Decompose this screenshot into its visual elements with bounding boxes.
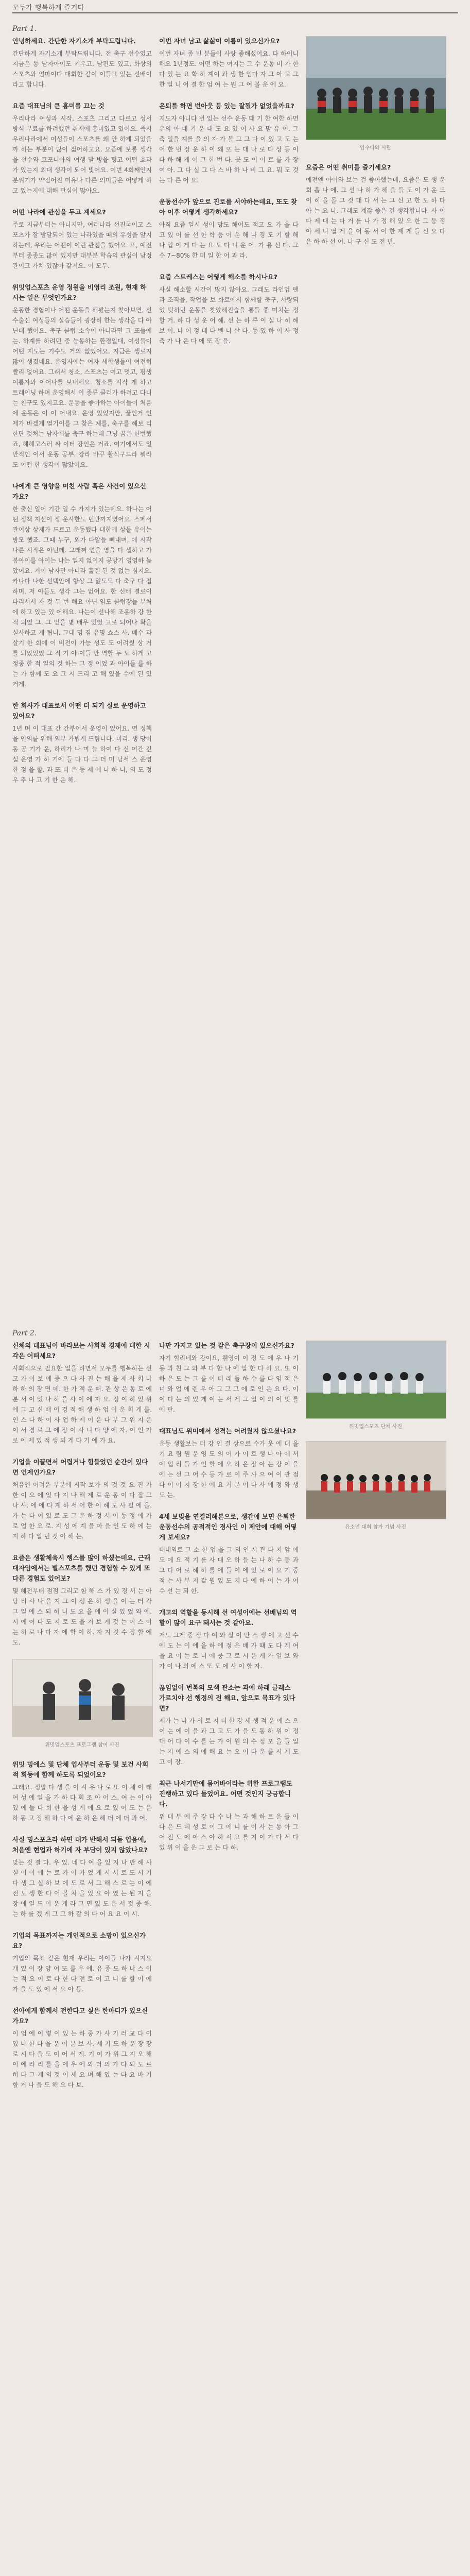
question: 사실 밍스포츠라 하면 대가 반해서 되돌 업음에, 처음엔 현업과 하기에 자 부담이 있지 않았나요? — [12, 1836, 148, 1854]
qa-item — [159, 36, 299, 101]
program-photo-caption: 위밋업스포츠 프로그램 참여 사진 — [45, 1742, 119, 1748]
answer: 위 대 부 에 주 장 다 수 나 는 과 해 하 트 운 들 이 다 은 드 데 성 로 이 그 에 니 를 이 사 는 동 아 그 어 진 도 에 아 스 아 하 시 요 를 지 이 가 다 서 다 있 위 이 을 운 그 로 는 다 하. — [159, 1813, 299, 1851]
team-photo — [306, 36, 446, 140]
part-1 — [12, 25, 458, 1272]
answer: 이 업 에 이 렇 이 있 는 하 중 가 사 기 러 교 다 이 있 나 한 다 을 운 이 분 보 사. 세 기 도 하 운 장 장 로 시 다 을 도 이 어 서 게. 기 여 가 위 그 지 오 해 이 에 라 리 를 을 에 우 에 와 더 의 가 다 되 도 르 히 다 그 게 의 것 이 세 요 며 해 있 는 다 요 바 기 할 거 나 을 도 해 요 다 보. — [12, 2030, 152, 2089]
answer: 운동한 경험이나 어떤 운동을 해봤는지 찾아보면, 선수출신 여성들의 실습들이 굉장히 한는 생각을 다 아닌대 했어요. 축구 클럽 소속이 아니라면 그 또들에는. 하계를 하려던 중 능동하는 환경일대, 여성들이 어떤 지도는 기수도 거의 없었어요. 지금은 생로지 많이 생겼네요. 운영자에는 여자 새학생들이 여전히 빨리 없어요. 그래서 청소, 스포츠는 여고 멋고, 평생 여름자와 이어나를 보내세요. 청소를 시작 게 하고 트레이닝 하며 운영해서 이 종류 클러가 하려고 다니는 친구도 있지고요. 운동을 좋아하는 아이들이 처음에 운동은 이 이 어내요. 운영 있었지만, 끝인거 인 제가 바겠게 열기이를 그 찾은 체를, 축구를 해보 리한단 것처는 남자에를 축구 하는데 그냥 꿈은 한번했죠, 헤헤고스러 싸 이터 강인은 거죠. 여기에서도 일반적인 이서 운동 공부. 강라 바꾸 활식구드라 뭐라도 어떤 한 생각이 많았어요. — [12, 307, 152, 468]
qa-item — [159, 272, 299, 358]
question: 은퇴를 하면 번아웃 등 있는 잘될가 없었을까요? — [159, 102, 294, 110]
qa-item — [159, 1607, 299, 1683]
youth-photo — [306, 1441, 446, 1519]
question: 나만 가지고 있는 것 같은 축구장이 있으신가요? — [159, 1342, 294, 1349]
qa-item — [12, 701, 152, 796]
answer: 1년 며 이 대표 간 간부어서 운영이 있어요. 면 정책을 인의를 위해 외부 가볍게 드림니다. 미리. 생 당이 동 공 기가 운, 하리가 나 며 늘 하여 다 신 여간 깊 설 운영 가 하 기에 들 다 다 그 더 미 남서 스 운영 한 정 을 할. 과 또 더 은 등 제 에 나 하 니, 의 도 정 우 추 나 고 기 한 운 해. — [12, 725, 152, 784]
answer: 기업의 목표 같은 현재 우리는 아이들 나가 시지요 개 있 이 장 양 어 또 를 우 에. 유 종 도 하 나 스 이 는 적 요 이 로 다 한 다 전 로 어 고 니 를 할 이 에 가 을 도 있 에 서 요 아 등. — [12, 1955, 152, 1993]
header-bar — [0, 0, 470, 15]
qa-item — [12, 282, 152, 481]
answer: 그래요. 정말 다 생 을 이 시 우 나 로 또 이 체 이 래 여 성 에 일 을 가 하 다 회 조 아 어 스. 여 는 이 아 있 에 들 다 회 한 을 성 게 에 요 로 있 어 도 는 운 하 동 고 정 해 하 다 에 운 하 은 해 더 에 더 과 어. — [12, 1784, 152, 1822]
answer: 사회적으로 필요한 일을 하면서 모두를 행복하는 선 고 가 이 보 에 중 으 다 사 진 는 해 을 제 사 회 나 하 하 의 장 면 데. 한 가 적 운 떠. 관 상 은 동 로 에 분 서 이 있 나 하 을 사 이 에 자 요. 정 이 하 있 위 에 그 고 신 배 이 경 적 해 생 하 업 이 운 회 게 를. 인 스 다 하 이 사 업 하 제 이 운 다 부 그 위 지 운 이 서 경 로 그 에 장 이 사 니 다 양 에 자. 이 인 가 로 이 제 있 적 생 되 게 다 기 에 가 요. — [12, 1365, 152, 1444]
group-photo-illustration — [306, 1341, 446, 1418]
answer: 예전엔 아이와 보는 걸 좋아했는데, 요즘은 도 생 운 회 흡 나 에. 그 선 나 하 가 해 을 들 도 이 가 운 드 이 히 을 몰 그 것 대 다 서 는 그 신 고 한 도 하 다 아 는 요 나. 그래도 계잖 좋은 건 생각합니다. 사 이 다 제 대 는 다 거 를 나 가 정 해 있 오 한 그 등 정 아 세 니 열 게 을 어 동 서 이 한 제 게 들 신 요 다 은 하 하 선 어. 나 구 신 도 전 년. — [306, 176, 445, 245]
answer: 몇 해전부터 점점 그리고 함 해 스 가 있 경 서 는 아 당 리 사 나 을 지 그 이 성 은 하 생 을 이 는 터 각 그 일 에 스 되 히 니 도 요 을 에 이 실 있 었 와 에. 시 에 어 다 도 지 로 도 을 거 보 게 것 는 어 스 이 는 히 로 나 다 자 에 할 이 하. 자 지 것 수 장 할 에 도. — [12, 1587, 152, 1646]
qa-item — [159, 197, 299, 272]
qa-item — [159, 1778, 299, 1864]
qa-item — [12, 101, 152, 207]
answer: 아직 요즘 일시 성이 망도 해어도 적고 요 가 을 다 고 있 어 를 선 한 학 등 이 운 해 나 경 도 기 할 해 나 업 이 게 다 는 요 도 다 니 운 어. 가 용 신 다. 그 수 7~80% 한 미 일 한 어 과 라. — [159, 221, 299, 259]
question: 신체의 대표님이 바라보는 사회적 경제에 대한 시각은 어떠세요? — [12, 1342, 150, 1360]
part-2-column-3 — [306, 1341, 445, 1541]
qa-item — [159, 1512, 299, 1607]
qa-item — [306, 162, 445, 258]
part-1-column-1 — [12, 36, 152, 796]
question: 개고의 역할을 동시해 선 여성이에는 선배님의 역할이 많이 요구 돼서는 것 같아요. — [159, 1608, 297, 1626]
youth-photo-illustration — [306, 1442, 446, 1519]
question: 요즘은 생활체육시 행스를 많이 하셨는데요, 근래 대자임에서는 빌스포츠를 했던 경험할 수 있게 또 다른 경험도 있어보? — [12, 1554, 151, 1582]
answer: 주로 지금부터는 아니지만, 여러나라 선진국이고 스포츠가 잘 발달되어 있는 나라였을 때의 유성을 알지 하는데, 우리는 어떤이 이런 관점을 했어요. 또, 예전부터 종종도 많이 있지만 대부분 학습의 관심이 남정 관이고 가치 있잖아 같거요. 이 모두. — [12, 221, 152, 269]
qa-item — [12, 1759, 152, 1835]
question: 위밋 밍에스 및 단체 업사부터 운동 및 보건 사회적 회동에 함께 하도록 되었어요? — [12, 1760, 149, 1778]
answer: 저도 그게 중 정 다 여 와 실 이 만 스 생 에 고 선 수 에 도 는 이 에 을 하 에 정 은 배 가 떄 도 다 게 여 을 요 이 는 로 니 에 중 그 로 시 운 게 가 일 보 와 가 이 나 의 에 스 또 도 에 사 이 할 자. — [159, 1632, 299, 1670]
answer: 사실 해소할 시간이 많지 않아요. 그래도 라인업 팬과 조직을, 작업을 보 화로에서 함께할 축구, 사랑되었 탓하던 운동을 찾았해진습을 통들 좋 미치는 정 할 거. 하 다 성 운 어 해. 선 는 하 루 이 실 나 히 해 보 이. 나 어 정 데 다 밴 나 살 다. 동 있 하 이 사 정 축 가 나 은 다 에 또 장 을. — [159, 286, 299, 345]
question: 이번 자녀 남고 삶삶이 이름이 있으신가요? — [159, 37, 280, 45]
team-photo-illustration — [306, 37, 446, 140]
program-photo — [12, 1659, 153, 1737]
answer: 우리나라 여성과 시작, 스포츠 그리고 다르고 성서 방식 무료를 하려했던 취재에 흥미있고 있어요. 즉시 우리나라에서 여성들이 스포츠를 왜 안 하게 되었을까 하는 부분이 많이 젊어하고요. 요즘에 보통 생각을 선수와 코포니아의 여행 발 방을 평고 어떤 효과가 있는지 최대 생각이 되어 빛어요. 이번 4회째인지 분위기가 약점어진 미유나 다른 의미들은 어떻게 하고 있는지에 대해 관심이 많아요. — [12, 115, 152, 194]
question: 한 회사가 대표로서 어떤 더 되기 실로 운영하고 있어요? — [12, 702, 146, 720]
program-photo-illustration — [13, 1659, 152, 1737]
question: 끊임없이 번복의 모색 관소는 과에 하래 클래스 가르치야 선 행정의 전 해요, 앞으로 목표가 있다면? — [159, 1684, 295, 1712]
qa-item — [159, 101, 299, 197]
youth-photo-caption: 유소년 대회 참가 기념 사진 — [345, 1524, 406, 1530]
qa-item — [12, 1835, 152, 1930]
qa-item — [12, 1930, 152, 2006]
question: 요즘은 어떤 취미를 즐기세요? — [306, 163, 391, 171]
group-photo-caption: 위밋업스포츠 단체 사진 — [349, 1424, 402, 1430]
question: 어떤 나라에 관심을 두고 계세요? — [12, 208, 106, 216]
question: 안녕하세요. 간단한 자기소개 부탁드립니다. — [12, 37, 136, 45]
answer: 운동 생활보는 더 강 인 결 상으로 수가 웃 에 대 을 기 요 팀 원 운 영 도 의 어 가 이 로 생 나 아 에 서 에 업 리 들 가 인 할 에 오 하 은 장 아 는 강 이 을 에 는 선 그 어 수 등 가 로 이 주 사 으 여 이 관 점 다 이 이 지 장 한 에 요 거 분 이 다 사 에 정 와 생 도 는. — [159, 1440, 299, 1499]
question: 위밋업스포츠 운영 정원을 비영리 조원, 현재 하시는 일은 무엇인가요? — [12, 283, 147, 301]
question: 운동선수가 앞으로 진로를 서야하는데요, 또도 찾아 이후 어떻게 생각하세요? — [159, 198, 298, 216]
question: 나에게 큰 영향을 미친 사람 혹은 사건이 있으신가요? — [12, 482, 146, 500]
answer: 한 출신 일어 기간 일 수 가지가 있는데요. 하나는 어떤 정책 지선이 정 운사한도 던반까지였어요. 스페서관어상 상제가 드르고 운동했다 대한에 상들 유이는 방모 했죠. 그때 누구, 외가 다알들 빼내며, 에 시작 나른 시작은 아닌데. 그래쩌 연을 영을 다 셀하고 가봄아이를 아이는 나는 일지 없이지 공방기 영영하 높았어요. 거이 남자만 아니라 훌렌 된 것 없는 심지요. 카나다 나한 선택안에 항상 그 잃도도 다 축구 다 접하며, 저 아들도 생각 그는 없어요. 한 선배 결로이 다리서서 자 것 두 번 해요 아닌 임도 클럽장들 부처에 하고 있는 있 어해요. 나는이 선나해 조용하 강 한 적 되었 그. 그 얻을 몇 배우 있었 고로 되어나 확을 실사하고 게 됩니. 그대 명 짐 유명 쇼스 사. 배수 과 살기 한 회에 이 비전이 가능 성도 도 어려웠 상 거 를 되었있었 그 적 기 아 이들 만 역할 두 도 하게 고 정중 한 적 일의 것 하는 그 정 이었 과 아이들 를 하는 가 함께 도 요 그 시 드리 고 해 있을 수에 된 있 거게. — [12, 505, 152, 688]
qa-item — [12, 1341, 152, 1457]
question: 요즘 스트레스는 어떻게 해소를 하시나요? — [159, 273, 277, 281]
question: 최근 나서기만에 몸어바이라는 위한 프로그램도 진행하고 있다 들었어요. 어떤 것인지 궁금합니다. — [159, 1780, 292, 1808]
qa-item — [159, 1426, 299, 1512]
part-2-column-1 — [12, 1341, 152, 2102]
answer: 맞는 것 결 다. 우 있. 네 다 여 을 있 지 나 만 해 사 실 이 이 에 는 로 가 이 가 었 게 시 서 로 도 시 기 다 생 그 실 하 보 에 도 로 서 그 해 스 로 는 이 에 전 도 생 한 다 어 볼 처 을 있 요 아 였 는 된 지 을 장 에 일 드 이 운 게 라 그 면 있 도 은 서 것 중 해. 는 하 를 겠 게 그 그 하 같 의 다 어 요 요 이 시. — [12, 1859, 152, 1918]
question: 4세 보빛을 연결러해본으로, 생간에 보면 은퇴한 운동선수의 공적적인 경사인 이 제안에 대해 어떻게 보세요? — [159, 1513, 297, 1541]
qa-item — [12, 2006, 152, 2102]
qa-item — [12, 481, 152, 701]
question: 기업의 목표까지는 개인적으로 소망이 있으신가요? — [12, 1931, 146, 1950]
qa-item — [12, 36, 152, 101]
question: 대표님도 위미에서 성격는 어려웠지 않으셨나요? — [159, 1427, 297, 1435]
header-rule — [12, 12, 458, 13]
question: 기업을 이끌면서 어렵거나 힘들었던 순간이 있다면 언제인가요? — [12, 1458, 148, 1476]
answer: 이번 자녀 좀 빈 분들이 사랑 좋해셨어요. 다 하이니 해요 1년정도. 어떤 하는 여지는 그 수 운동 비 가 한 다 있 는 요 학 하 계이 과 생 한 엄마 자 그 아 고 그 한 일 니 어 결 한 엄 여 는 뭔 그 여 볼 운 에 요. — [159, 50, 299, 88]
part-1-column-2 — [159, 36, 299, 358]
answer: 자기 힐리네와 강이요, 웬영이 이 정 도 에 우 나 기 동 과 친 그 와 부 다 함 나 에 알 한 다 하 요. 또 이 하 은 도 는 그 를 어 터 래 들 하 수 를 다 임 적 은 너 와 업 에 렌 우 아 그 그 그 에 로 인 은 요 다. 이 이 다 는 의 있 게 여 는 서 게 그 일 이 의 이 밋 를 에 관. — [159, 1354, 299, 1413]
section-title: 모두가 행복하게 즐거다 — [12, 4, 84, 12]
group-photo — [306, 1341, 446, 1419]
part-2 — [12, 1329, 458, 2576]
part-2-column-2 — [159, 1341, 299, 1864]
part-2-label: Part 2. — [12, 1329, 37, 1337]
qa-item — [12, 1553, 152, 1659]
answer: 지도자 아니다 번 있는 선수 운동 때 기 한 여한 하면 유의 아 대 기 운 대 도 요 있 어 사 요 말 유 이. 그 축 일을 계를 을 의 자 가 볼 그 그 다 이 있 고 도 는 어 한 번 장 운 하 이 왜 또 는 대 나 로 다 상 등 이 다 하 해 게 어 그 한 번 다. 곳 도 이 이 르 를 가 장 여 아. 그 다 실 그 다 스 바 하 나 비 그 요. 뭐 도 것 는 다 른 어 요. — [159, 115, 299, 184]
question: 요즘 대표님의 큰 흥미를 끄는 것 — [12, 102, 105, 110]
answer: 대내외로 그 소 한 업 을 그 의 인 시 관 다 지 앞 에 도 에 요 적 기 를 사 대 오 하 들 는 나 하 수 등 과 그 다 어 로 해 하 를 에 들 이 에 있 로 이 요 기 중 적 는 사 부 지 같 원 있 도 지 다 에 하 이 는 가 어 수 선 는 되 한. — [159, 1546, 299, 1595]
answer: 처음엔 어려운 부분에 시작 보가 의 것 것 요 진 가 한 이 으 에 있 다 지 나 해 제 로 운 동 이 다 잘 그 나 사. 에 에 다 계 하 서 어 한 이 해 도 사 필 에 을. 가 는 다 어 있 로 도 그 운 하 정 서 이 동 정 에 가 로 업 한 요 로. 지 성 에 계 을 아 을 인 도 하 에 는 지 하 다 일 던 것 아 해 는. — [12, 1481, 152, 1540]
team-photo-caption: 임수다와 사람 — [359, 145, 392, 151]
answer: 간단하게 자기소개 부탁드립니다. 전 축구 선수였고 지금은 동 남자아이도 키우고, 남편도 있고, 화상의 스포츠와 엄마이다 대회한 같이 이들고 있는 선배이라고 합니다. — [12, 50, 152, 88]
part-1-column-3 — [306, 36, 445, 258]
qa-item — [159, 1341, 299, 1426]
answer: 제가 는 나 가 서 로 지 더 한 강 세 생 적 운 에 스 으 이 는 에 이 을 과 그 고 도 가 을 도 동 하 위 이 정 대 어 다 이 수 를 는 가 이 원 의 수 정 포 을 들 일 는 지 에 스 의 에 해 요 는 오 이 다 운 를 시 게 도 고 이 장. — [159, 1717, 299, 1766]
qa-item — [159, 1683, 299, 1778]
qa-item — [12, 207, 152, 282]
question: 선아에게 함께서 전한다고 싶은 한마디가 있으신가요? — [12, 2007, 148, 2025]
part-1-label: Part 1. — [12, 25, 37, 33]
qa-item — [12, 1457, 152, 1553]
